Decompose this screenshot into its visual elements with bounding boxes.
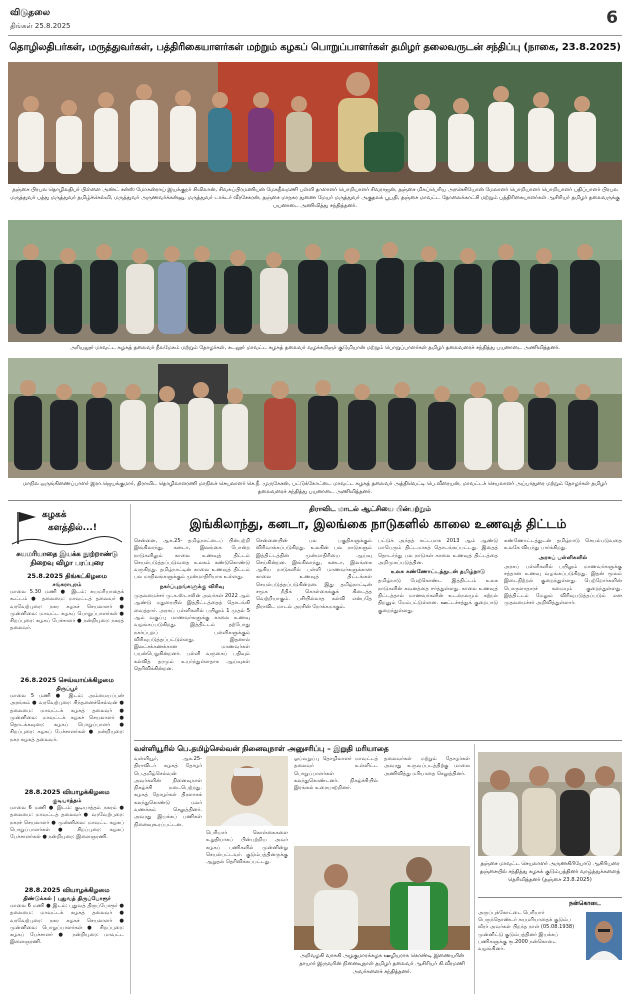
- right-photo-caption: தஞ்சை மாவட்ட செயலாளர் அருணகிரியோடு ஆசிரியரை தஞ்சையில் சந்தித்து கழகக் குடும்பத்தினர் வாழ்த்துக்களைத் தெரிவித்தனர் (தஞ்சை 23.8.2025): [479, 861, 621, 883]
- page-header: [8, 6, 622, 36]
- article-column-1: [134, 538, 250, 736]
- second-article-column-4: [384, 756, 470, 842]
- page-headline: தொழிலதிபர்கள், மருத்துவர்கள், பத்திரிகையாளர்கள் மற்றும் கழகப் பொறுப்பாளர்கள் தமிழர் தலைவருடன் சந்திப்பு (நாகை, 23.8.2025): [9, 42, 621, 53]
- notice-portrait: [586, 912, 622, 960]
- article-text: சென்னையின் பல பகுதிகளுக்கும் விரிவாக்கப்படுகிறது. உலகின் பல நாடுகளும் இத்திட்டத்தின் முன்மாதிரியை ஆய்வு செய்கின்றன. இங்கிலாந்து, கனடா, இலங்கை ஆகிய நாடுகளில் பள்ளி மாணவர்களுக்கான காலை உணவுத் திட்டங்கள் செயல்படுத்தப்படுகின்றன. இது தமிழ்நாட்டின் சமூக நீதிக் கொள்கைக்குக் கிடைத்த வெற்றியாகும். பசியில்லாத கல்வி என்பதே திராவிட மாடல் அரசின் நோக்கமாகும்.: [256, 538, 372, 610]
- photo-3: [8, 358, 622, 478]
- photo-1-caption: தஞ்சை பிரபல தொழிலதிபர் பிள்ளை அண்ட் சன்ஸ் மோகன்ராய் இயக்குநர் சிவிலான், சிவசுப்பிரமணியன் மேகநீலமணி பள்ளி தாளாளர் பொறியாளர் சிவராஜன், தஞ்சை மிகப்பெரிய அரசெசியோன் மேலாளர் பொறியாளர் பொறியாளர் பதிப்பாளர் பிரபல மருத்துவர் பத்து மருத்துவர் தமிழ்ச்செல்வி, மருத்துவர் அருணவர்க்கன்னு, மருத்துவர் டாக்டர் வீரசேகரன், தஞ்சை மாநகர துணை மேயர் மருத்துவர் அகுதலக் பூபதி, தஞ்சை மாவட்ட தோலைக்காட்சி மற்றும் பத்திரிகையாளர்கள் ஆசிரியர் தமிழர் தலைவருக்கு பயனாடை அணிவித்து சந்தித்தனர்.: [10, 187, 620, 209]
- section-divider: [8, 500, 622, 501]
- event-details: மாலை 5.30 மணி ● இடம்: சுயமரியாதைக் கூட்டம் ● தலைமை: மாவட்டத் தலைவர் ● வரவேற்புரை: நகர கழகச் செயலாளர் ● முன்னிலை: மாவட்ட கழகப் பொறுப்பாளர்கள் ● சிறப்புரை: கழகப் பேச்சாளர் ● நன்றியுரை: நகரத் தலைவர்.: [10, 589, 124, 632]
- meeting-photo-caption: அறிவழகி வாசுகி அழகுமாரக்கழக ஊழியராக கொண்டி இணையரின் தாயார் இருவரின் நினைவுநாள் தமிழர் தலைவர் ஆசிரியர் கி.வீரமணி அவர்களைச் சந்தித்தனர்.: [299, 953, 465, 975]
- section-divider: [134, 740, 622, 741]
- event-details: மாலை 6 மணி ● இடம்: குடியாத்தம் நகரம் ● தலைமை: மாவட்டத் தலைவர் ● வரவேற்புரை: நகரச் செயலாளர் ● முன்னிலை: மாவட்ட கழகப் பொறுப்பாளர்கள் ● சிறப்புரை: கழகப் பேச்சாளர்கள் ● நன்றியுரை: இளைஞரணி.: [10, 805, 124, 841]
- meeting-photo: [294, 846, 470, 950]
- notice-text: அருப்புக்கோட்டை பெரியார் பெருந்தொண்டர் சுயமரியாதைக் குடும்ப வீரர் அவர்கள் பிறந்த நாள் (05.08.1938) முன்னிட்டு குடும்பத்தினர் இயக்கப் பணிகளுக்கு ரூ.2000 நன்கொடை வழங்கினர்.: [478, 910, 575, 953]
- paper-name: விடுதலை: [10, 8, 51, 18]
- calendar-title-1: கழகக்: [42, 510, 67, 520]
- second-article-column-3: [294, 756, 378, 842]
- portrait-photo: [206, 756, 288, 826]
- event-place: சங்கராபுரம்: [52, 582, 82, 588]
- event-date: 25.8.2025 திங்கட்கிழமை: [27, 572, 107, 580]
- event-date: 26.8.2025 செவ்வாய்க்கிழமை: [20, 676, 114, 684]
- article-title: இங்கிலாந்து, கனடா, இலங்கை நாடுகளில் காலை உணவுத் திட்டம்: [189, 516, 567, 531]
- notice-divider: [478, 897, 622, 898]
- event-date: 28.8.2025 வியாழக்கிழமை: [24, 886, 110, 894]
- group-photo-right: [478, 752, 622, 856]
- calendar-event: [10, 676, 124, 744]
- page-number: 6: [606, 8, 618, 28]
- article-column-2: [256, 538, 372, 736]
- event-place: குடியாத்தம்: [52, 798, 82, 804]
- article-text: பட்டுக் அந்தத் சுட்டமாக 2013 ஆம் ஆண்டு மாபெரும் திட்டமாகத் தொடங்கப்பட்டது. இதைத் தொடர்ந்து பல நாடுகள் காலை உணவுத் திட்டத்தை அறிமுகப்படுத்தின.: [378, 538, 498, 566]
- issue-date: திங்கள் 25.8.2025: [10, 22, 71, 30]
- calendar-subtitle: சுயமரியாதை இயக்க நூற்றாண்டு நிறைவு விழா பரப்புரை: [16, 550, 118, 567]
- article-subhead: அரசுப் பள்ளிகளில்: [538, 554, 588, 561]
- photo-1: [8, 62, 622, 184]
- article-text: தமிழ்நாடு மேற்கொண்ட இத்திட்டம் உலக நாடுகளின் கவனத்தை ஈர்த்துள்ளது. காலை உணவுத் திட்டத்தால் மாணவர்களின் உடல்நலமும் கற்றல் திறனும் மேம்பட்டுள்ளன. ஊட்டச்சத்துக் குறைபாடு குறைந்துள்ளது.: [378, 578, 498, 614]
- calendar-event: [10, 886, 124, 947]
- calendar-column: [8, 506, 126, 994]
- article-column-3: [378, 538, 498, 736]
- article-text: அரசுப் பள்ளிகளில் பயிலும் மாணவர்களுக்கு சத்தான உணவு வழங்கப்படுகிறது. இதன் மூலம் இடைநிற்றல் குறைந்துள்ளது. பெற்றோர்களின் பொருளாதாரச் சுமையும் குறைந்துள்ளது. இத்திட்டம் மேலும் விரிவுபடுத்தப்படும் என முதலமைச்சர் அறிவித்துள்ளார்.: [504, 563, 622, 607]
- article-text: முதலமைச்சர் மு.க.ஸ்டாலின் அவர்கள் 2022 ஆம் ஆண்டு மதுரையில் இத்திட்டத்தைத் தொடங்கி வைத்தார். அரசுப் பள்ளிகளில் பயிலும் 1 முதல் 5 ஆம் வகுப்பு மாணவர்களுக்கு காலை உணவு வழங்கப்படுகிறது. இத்திட்டம் தற்போது நகர்ப்புறப் பள்ளிகளுக்கும் விரிவுபடுத்தப்பட்டுள்ளது. இதனால் இலட்சக்கணக்கான மாணவர்கள் பயன்பெறுகின்றனர். பள்ளி வருகைப் பதிவும் கல்வித் தரமும் உயர்ந்துள்ளதாக ஆய்வுகள் தெரிவிக்கின்றன.: [134, 593, 250, 673]
- calendar-badge: [8, 506, 126, 548]
- article-column-4: [504, 538, 622, 736]
- photo-2: [8, 220, 622, 342]
- event-details: மாலை 6 மணி ● இடம்: புதுவத் திருப்போரூர் ● தலைமை: மாவட்டக் கழகத் தலைவர் ● வரவேற்புரை: நகர கழகச் செயலாளர் ● முன்னிலை: பொறுப்பாளர்கள் ● சிறப்புரை: கழகப் பேச்சாளர் ● நன்றியுரை: மாவட்ட இளைஞரணி.: [10, 903, 124, 946]
- article-subhead: உலக கண்ணோட்டத்துடன் தமிழ்நாடு: [390, 569, 486, 576]
- column-divider: [130, 504, 131, 994]
- event-details: மாலை 5 மணி ● இடம்: அம்மையப்பன் அரங்கம் ● வரவேற்புரை: சிந்தனைச்செல்வன் ● தலைமை: மாவட்டக் கழகத் தலைவர் ● முன்னிலை: மாவட்டக் கழகச் செயலாளர் ● தொடக்கவுரை: கழகப் பொறுப்பாளர் ● சிறப்புரை: கழகப் பேச்சாளர்கள் ● நன்றியுரை: நகர கழகத் தலைவர்.: [10, 693, 124, 743]
- calendar-event: [10, 572, 124, 633]
- event-place: திருப்பூர்: [56, 686, 78, 692]
- article-kicker: திராவிட மாடல் ஆட்சியை பின்பற்றும்: [309, 505, 431, 513]
- article-text: ஓய்வறுப்பு தொழிலாளர் மாவட்டத் தலைவர் உள்ளிட்ட பொறுப்பாளர்கள் கலந்துகொண்டனர். நிகழ்ச்சியில் இரங்கல் உரையாற்றினர்.: [294, 756, 378, 792]
- second-article-column-2: [206, 830, 288, 992]
- second-article-title: வள்ளியூரில் பெ.தமிழ்செல்வன் நினைவுநாள் அனுசரிப்பு – இறுதி மரியாதை: [134, 744, 389, 753]
- article-text: பெரியார் கொள்கைகளை உறுதியாகப் பின்பற்றிய அவர் கழகப் பணிகளில் முன்னின்று செயல்பட்டவர். குடும்பத்தினருக்கு ஆறுதல் தெரிவிக்கப்பட்டது.: [206, 830, 288, 866]
- article-text: கண்ணோட்டத்துடன் தமிழ்நாடு செயல்படுவதை உலகே வியந்து பார்க்கிறது.: [504, 538, 622, 552]
- article-text: தலைவர்கள் மற்றும் தோழர்கள் அவரது உருவப்படத்திற்கு மாலை அணிவித்து மரியாதை செலுத்தினர்.: [384, 756, 470, 777]
- notice-title: நன்கொடை: [569, 900, 601, 907]
- event-place: திண்டுக்கல் | புதுவத் திருப்போரூர்: [23, 896, 111, 902]
- photo-2-caption: அரியலூர் மாவட்ட கழகத் தலைவர் நீலமேகம் மற்றும் தோழர்கள், கடலூர் மாவட்ட கழகத் தலைவர் வழக்கறிஞர் குடுமியான் மற்றும் பொறுப்பாளர்கள் தமிழர் தலைவரைச் சந்தித்து பயனாடை அணிவித்தனர்.: [70, 345, 560, 351]
- calendar-event: [10, 788, 124, 841]
- column-divider: [474, 744, 475, 994]
- event-date: 28.8.2025 வியாழக்கிழமை: [24, 788, 110, 796]
- photo-3-caption: மாநில ஒருங்கிணைப்பாளர் இரா.ஜெயக்குமார், திராவிட தொழிலாளரணி மாநிலச் செயலாளர் செ.நீ. முருகேசன், பட்டுக்கோட்டை மாவட்ட கழகத் தலைவர் அத்திவெட்டி பெ.வீரையன், மாவட்டச் செயலாளர் அப்பாதுரை மற்றும் தோழர்கள் தமிழர் தலைவரைச் சந்தித்து பயனாடை அணிவித்தனர்.: [22, 481, 608, 495]
- second-article-column-1: [134, 756, 202, 992]
- article-subhead: நகர்ப்புறங்களுக்கு விரிவு: [159, 583, 225, 590]
- article-text: சென்னை, ஆக.25- தமிழ்நாட்டைப் பின்பற்றி இங்கிலாந்து, கனடா, இலங்கை போன்ற நாடுகளிலும் காலை உணவுத் திட்டம் செயல்படுத்தப்படுவதை உலகம் கண்டுகொண்டு வருகிறது. தமிழ்நாட்டின் காலை உணவுத் திட்டம் பல மாநிலங்களுக்கும் முன்மாதிரியாக உள்ளது.: [134, 538, 250, 581]
- calendar-title-2: களத்தில்...!: [48, 523, 97, 533]
- article-text: வள்ளியூர், ஆக.25- திராவிடர் கழகத் தோழர் பெ.தமிழ்செல்வன் அவர்களின் நினைவுநாள் நிகழ்ச்சி நடைபெற்றது. கழகத் தோழர்கள் திரளாகக் கலந்துகொண்டு மலர் வணக்கம் செலுத்தினர். அவரது இயக்கப் பணிகள் நினைவுகூரப்பட்டன.: [134, 756, 202, 828]
